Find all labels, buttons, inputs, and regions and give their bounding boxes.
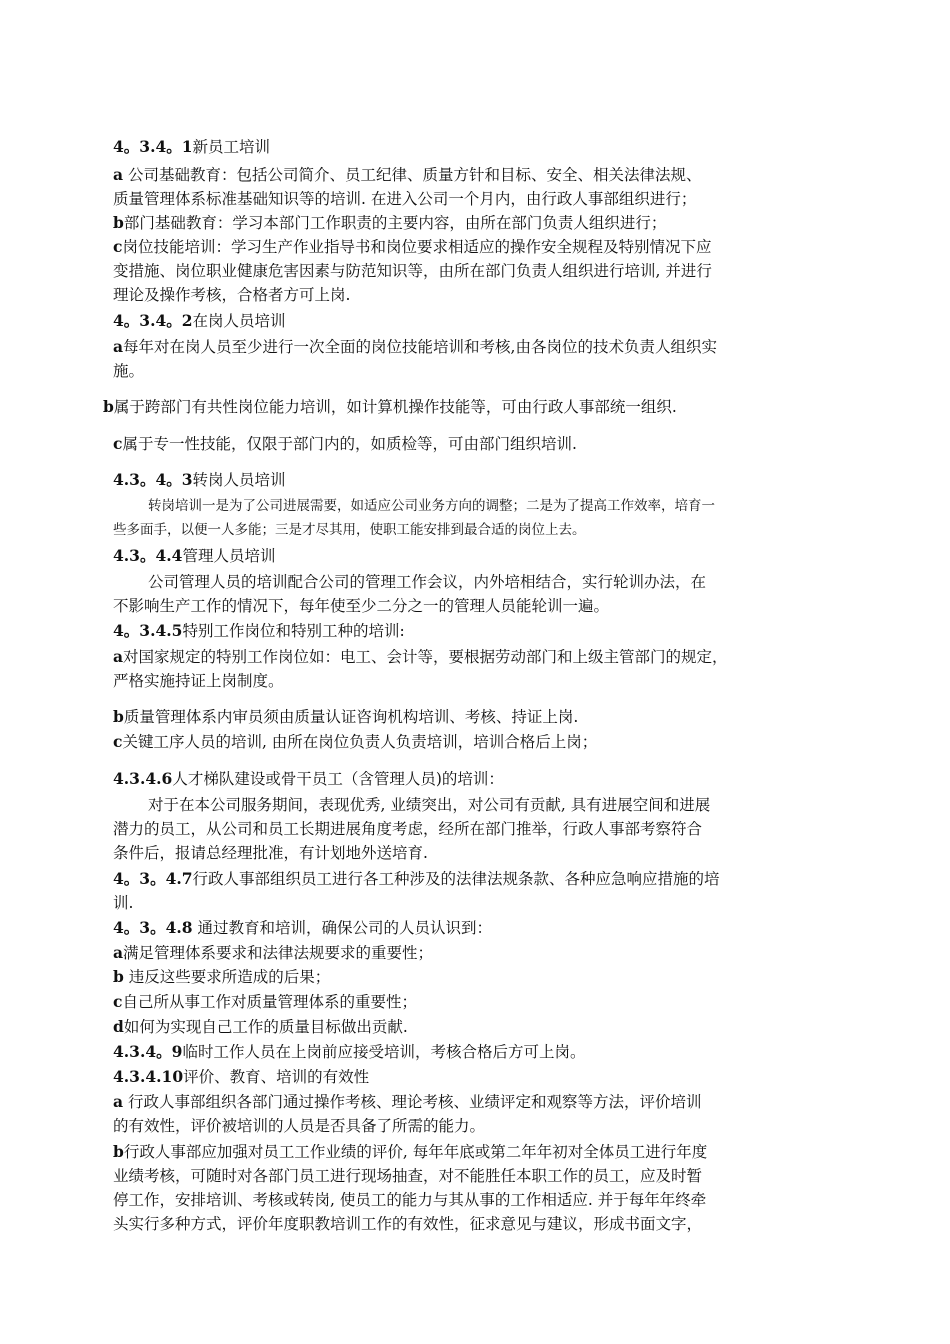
text-line: 停工作，安排培训、考核或转岗, 使员工的能力与其从事的工作相适应. 并于每年年终牵 [113,1191,707,1209]
text-line: b部门基础教育：学习本部门工作职责的主要内容，由所在部门负责人组织进行； [113,213,667,232]
text-line: a满足管理体系要求和法律法规要求的重要性； [113,943,434,962]
text-line: 训. [113,894,134,912]
text-line: 转岗培训一是为了公司进展需要，如适应公司业务方向的调整；二是为了提高工作效率，培育一 [148,498,715,514]
section-heading-4-3-4-9: 4.3.4。9临时工作人员在上岗前应接受培训，考核合格后方可上岗。 [113,1042,586,1061]
text-line: b质量管理体系内审员须由质量认证咨询机构培训、考核、持证上岗. [113,707,579,726]
text-line: 施。 [113,362,145,380]
section-heading-4-3-4-6: 4.3.4.6人才梯队建设或骨干员工（含管理人员)的培训： [113,769,504,788]
section-heading-4-3-4-5: 4。3.4.5特别工作岗位和特别工种的培训: [113,621,405,640]
text-line: 些多面手，以便一人多能；三是才尽其用，使职工能安排到最合适的岗位上去。 [113,522,586,538]
text-line: a 行政人事部组织各部门通过操作考核、理论考核、业绩评定和观察等方法，评价培训 [113,1092,702,1111]
text-line: 的有效性，评价被培训的人员是否具备了所需的能力。 [113,1117,486,1135]
text-line: 质量管理体系标准基础知识等的培训. 在进入公司一个月内，由行政人事部组织进行； [113,190,697,208]
text-line: 潜力的员工，从公司和员工长期进展角度考虑，经所在部门推举，行政人事部考察符合 [113,820,703,838]
text-line: 业绩考核，可随时对各部门员工进行现场抽查，对不能胜任本职工作的员工，应及时暂 [113,1167,703,1185]
section-heading-4-3-4-7: 4。3。4.7行政人事部组织员工进行各工种涉及的法律法规条款、各种应急响应措施的培 [113,869,720,888]
text-line: c关键工序人员的培训, 由所在岗位负责人负责培训，培训合格后上岗； [113,732,598,751]
text-line: 头实行多种方式，评价年度职教培训工作的有效性，征求意见与建议，形成书面文字， [113,1215,703,1233]
section-heading-4-3-4-3: 4.3。4。3转岗人员培训 [113,470,286,489]
text-line: 理论及操作考核，合格者方可上岗. [113,286,351,304]
text-line: b行政人事部应加强对员工工作业绩的评价, 每年年底或第二年年初对全体员工进行年度 [113,1142,708,1161]
text-line: d如何为实现自己工作的质量目标做出贡献. [113,1017,408,1036]
section-heading-4-3-4-8: 4。3。4.8 通过教育和培训，确保公司的人员认识到： [113,918,492,937]
text-line: a 公司基础教育：包括公司简介、员工纪律、质量方针和目标、安全、相关法律法规、 [113,165,702,184]
text-line: a每年对在岗人员至少进行一次全面的岗位技能培训和考核,由各岗位的技术负责人组织实 [113,337,717,356]
section-heading-4-3-4-4: 4.3。4.4管理人员培训 [113,546,276,565]
text-line: 变措施、岗位职业健康危害因素与防范知识等，由所在部门负责人组织进行培训, 并进行 [113,262,712,280]
text-line: 条件后，报请总经理批准，有计划地外送培育. [113,844,428,862]
section-heading-4-3-4-10: 4.3.4.10评价、教育、培训的有效性 [113,1067,370,1086]
text-line: c属于专一性技能，仅限于部门内的，如质检等，可由部门组织培训. [113,434,577,453]
section-heading-4-3-4-1: 4。3.4。1新员工培训 [113,137,271,156]
text-line: a对国家规定的特别工作岗位如：电工、会计等，要根据劳动部门和上级主管部门的规定， [113,647,728,666]
text-line: 对于在本公司服务期间，表现优秀, 业绩突出，对公司有贡献, 具有进展空间和进展 [148,796,711,814]
text-line: b 违反这些要求所造成的后果； [113,967,331,986]
text-line: c自己所从事工作对质量管理体系的重要性； [113,992,417,1011]
section-heading-4-3-4-2: 4。3.4。2在岗人员培训 [113,311,286,330]
text-line: 不影响生产工作的情况下，每年使至少二分之一的管理人员能轮训一遍。 [113,597,610,615]
text-line: 严格实施持证上岗制度。 [113,672,284,690]
text-line: b属于跨部门有共性岗位能力培训，如计算机操作技能等，可由行政人事部统一组织. [103,397,677,416]
text-line: c岗位技能培训：学习生产作业指导书和岗位要求相适应的操作安全规程及特别情况下应 [113,237,712,256]
text-line: 公司管理人员的培训配合公司的管理工作会议，内外培相结合，实行轮训办法，在 [148,573,707,591]
